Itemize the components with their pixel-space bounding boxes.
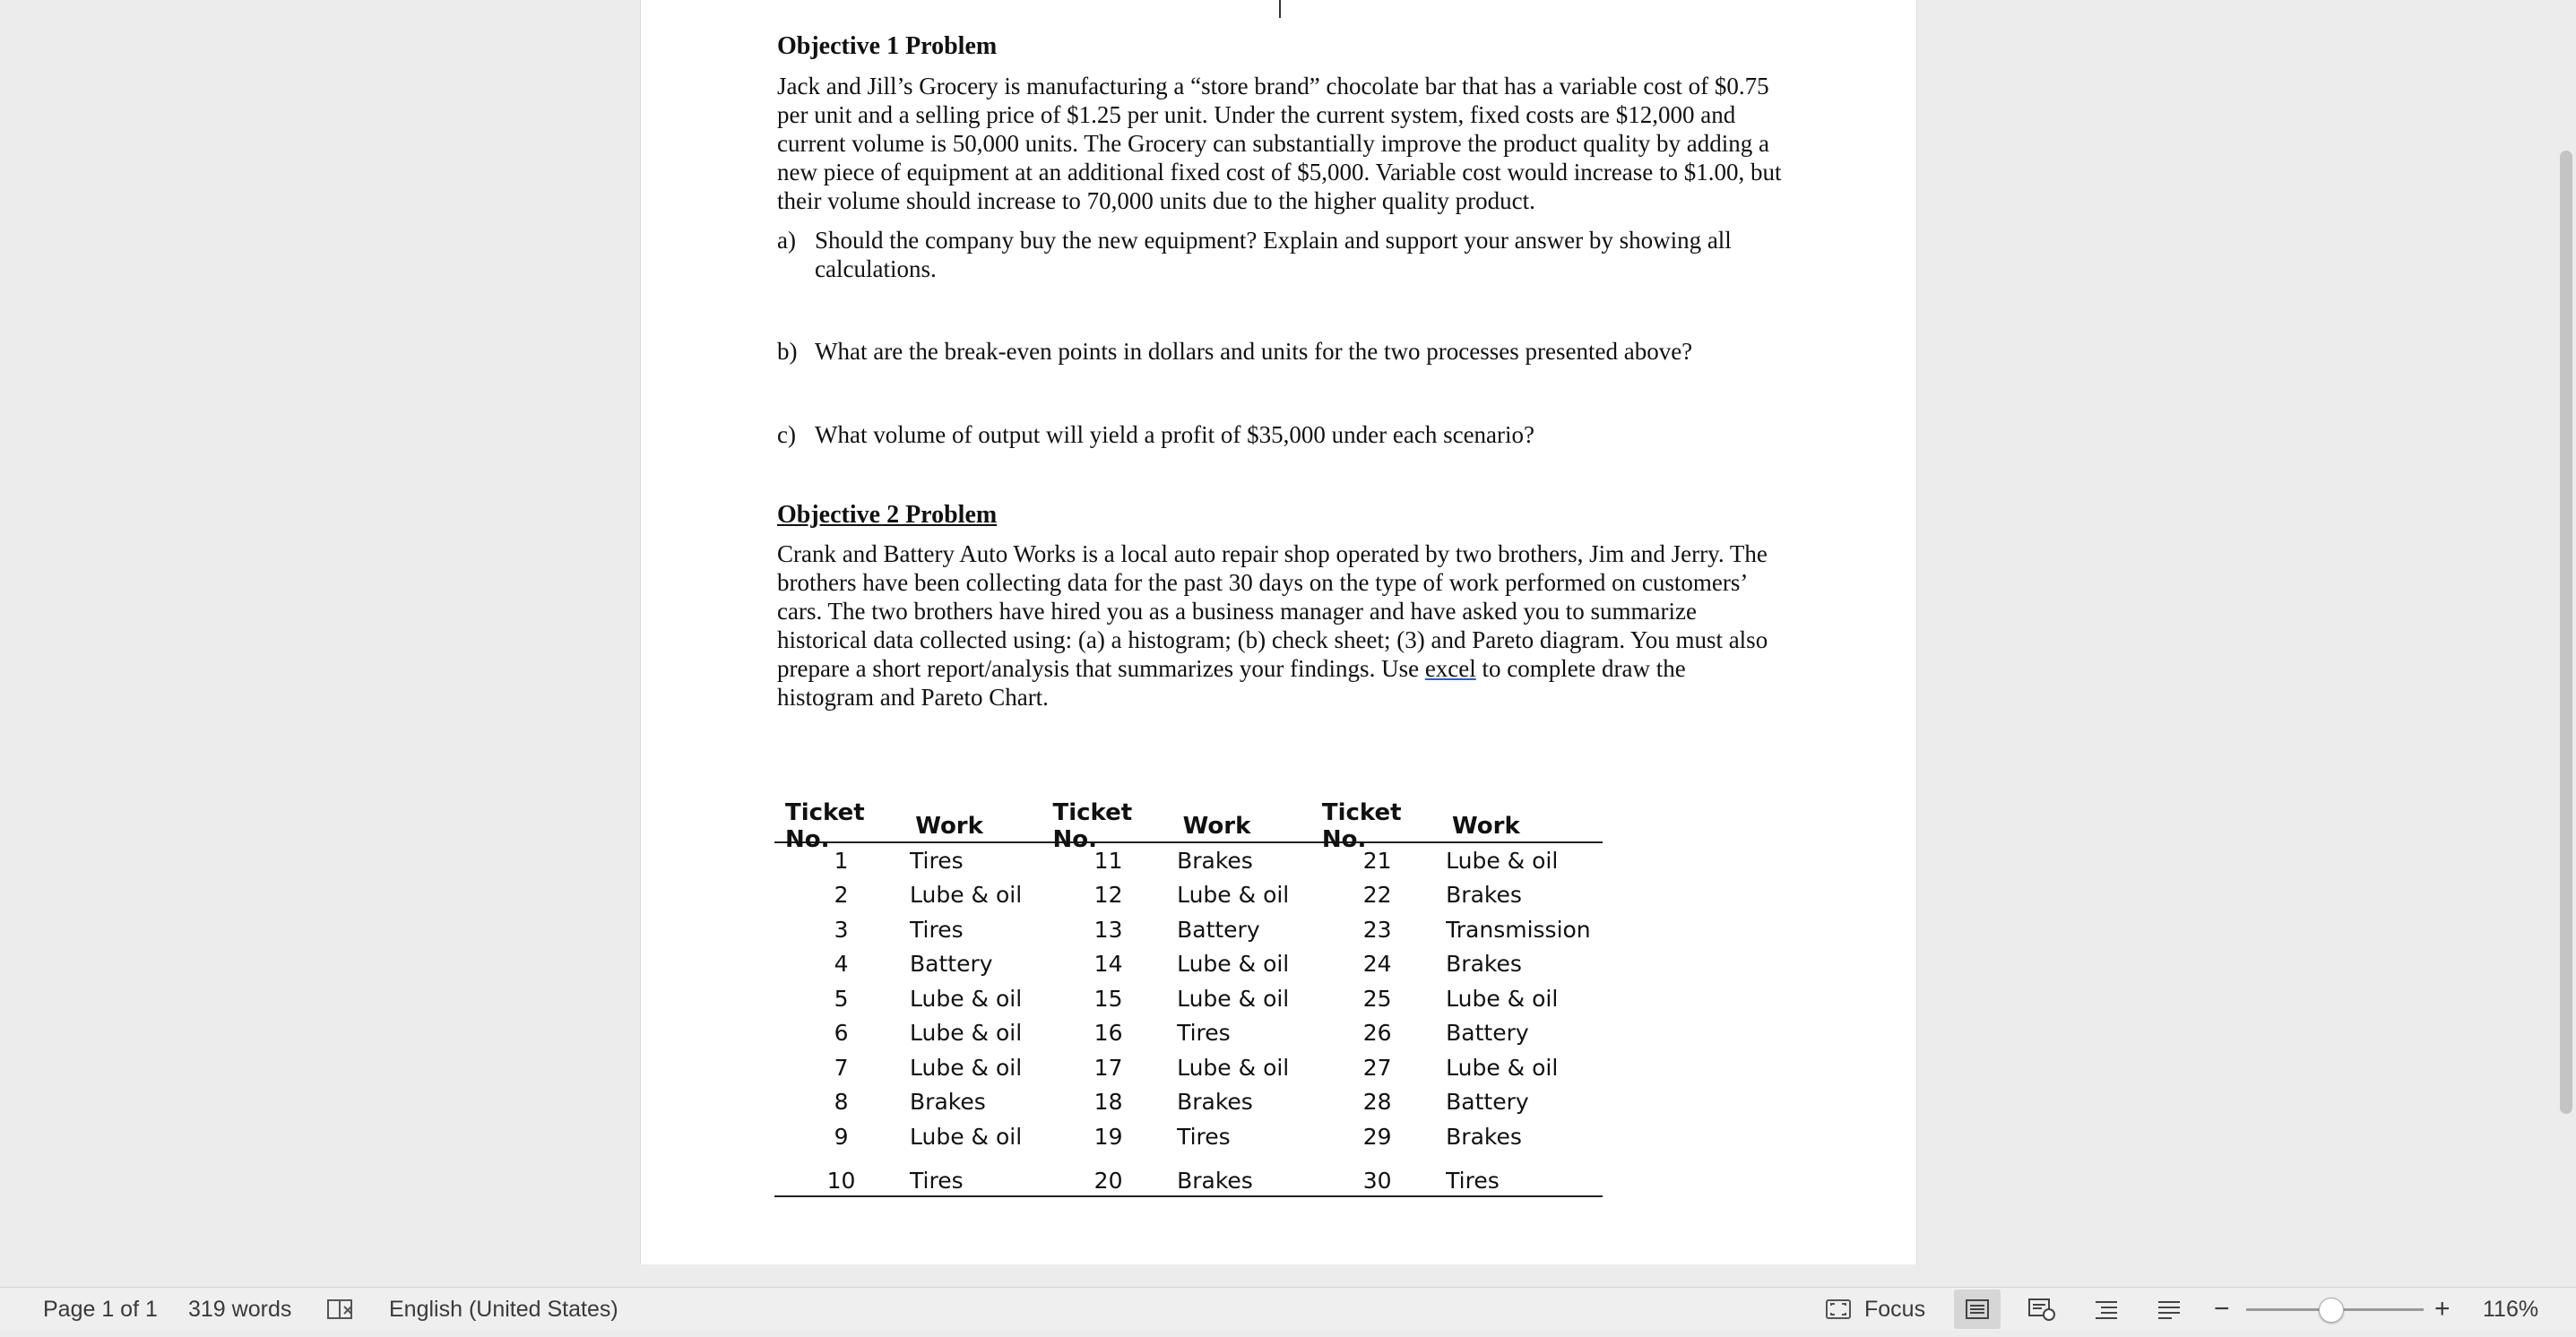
ticket-number-cell: 1 bbox=[834, 847, 849, 874]
zoom-slider-thumb[interactable] bbox=[2319, 1298, 2344, 1323]
ticket-number-cell: 3 bbox=[834, 916, 849, 943]
question-c bbox=[777, 420, 1788, 449]
work-type-cell: Brakes bbox=[1177, 847, 1253, 874]
vertical-scrollbar[interactable] bbox=[2556, 0, 2576, 1264]
ticket-number-cell: 30 bbox=[1362, 1167, 1392, 1194]
ticket-number-cell: 7 bbox=[834, 1054, 849, 1081]
table-row bbox=[774, 1050, 1603, 1085]
ticket-number-cell: 15 bbox=[1094, 985, 1123, 1012]
ticket-number-cell: 13 bbox=[1094, 916, 1123, 943]
ticket-number-cell: 16 bbox=[1094, 1020, 1123, 1047]
table-header-row bbox=[774, 799, 1603, 853]
ticket-number-cell: 23 bbox=[1362, 916, 1392, 943]
work-type-cell: Lube & oil bbox=[910, 985, 1023, 1012]
scrollbar-thumb[interactable] bbox=[2560, 151, 2572, 1114]
ticket-number-cell: 2 bbox=[834, 882, 849, 909]
word-count[interactable]: 319 words bbox=[188, 1297, 292, 1322]
objective2-paragraph-start: Crank and Battery Auto Works is a local auto repair shop operated by two brothers, Jim and Jerry. The brothers have been collecting data for the past 30 days on the type of work performed on customers’ cars. The two brothers have hired you as a business manager and have asked you to summarize historical data collected using: (a) a histogram; (b) check sheet; (3) and Pareto diagram. You must also prepare a short report/analysis that summarizes your findings. Use bbox=[777, 540, 1768, 682]
text-cursor bbox=[1279, 0, 1281, 18]
work-type-cell: Battery bbox=[1446, 1089, 1529, 1116]
work-type-cell: Tires bbox=[1177, 1020, 1231, 1047]
print-layout-view-icon[interactable] bbox=[1954, 1290, 2001, 1329]
ticket-number-cell: 19 bbox=[1094, 1123, 1123, 1150]
table-row bbox=[774, 1119, 1603, 1154]
ticket-number-cell: 12 bbox=[1094, 882, 1123, 909]
excel-spellcheck-word[interactable]: excel bbox=[1424, 655, 1476, 682]
ticket-number-cell: 6 bbox=[834, 1020, 849, 1047]
ticket-number-cell: 8 bbox=[834, 1089, 849, 1116]
proofing-icon[interactable] bbox=[326, 1288, 357, 1331]
outline-view-icon[interactable] bbox=[2083, 1290, 2130, 1329]
language-indicator[interactable]: English (United States) bbox=[389, 1297, 618, 1322]
zoom-out-button[interactable]: − bbox=[2214, 1294, 2230, 1324]
ticket-number-cell: 5 bbox=[834, 985, 849, 1012]
table-header-cell: Work bbox=[1452, 813, 1520, 840]
work-type-cell: Lube & oil bbox=[910, 882, 1023, 909]
table-row bbox=[774, 947, 1603, 982]
work-type-cell: Lube & oil bbox=[1177, 1054, 1290, 1081]
objective1-paragraph: Jack and Jill’s Grocery is manufacturing a “store brand” chocolate bar that has a variable cost of $0.75 per unit and a selling price of $1.25 per unit. Under the current system, fixed costs are $12,000 and current volume is 50,000 units. The Grocery can substantially improve the product quality by adding a new piece of equipment at an additional fixed cost of $5,000. Variable cost would increase to $1.00, but their volume should increase to 70,000 units due to the higher quality product. bbox=[777, 73, 1782, 214]
status-bar bbox=[0, 1287, 2576, 1331]
focus-icon[interactable] bbox=[1825, 1288, 1852, 1331]
table-header-cell: Ticket No. bbox=[785, 799, 865, 853]
work-type-cell: Lube & oil bbox=[1446, 985, 1559, 1012]
ticket-number-cell: 20 bbox=[1094, 1167, 1123, 1194]
table-row bbox=[774, 1154, 1603, 1195]
work-type-cell: Lube & oil bbox=[1446, 1054, 1559, 1081]
table-row bbox=[774, 843, 1603, 878]
ticket-work-table bbox=[774, 799, 1603, 1197]
work-type-cell: Lube & oil bbox=[910, 1020, 1023, 1047]
ticket-number-cell: 26 bbox=[1362, 1020, 1392, 1047]
question-a-text: Should the company buy the new equipment? Explain and support your answer by showing all calculations. bbox=[815, 227, 1732, 282]
document-content[interactable] bbox=[777, 30, 1788, 712]
objective2-paragraph-end: to complete draw the histogram and Pareto Chart. bbox=[777, 655, 1686, 711]
table-row bbox=[774, 912, 1603, 947]
work-type-cell: Lube & oil bbox=[1177, 951, 1290, 978]
work-type-cell: Battery bbox=[910, 951, 993, 978]
ticket-number-cell: 11 bbox=[1094, 847, 1123, 874]
ticket-number-cell: 10 bbox=[826, 1167, 856, 1194]
work-type-cell: Brakes bbox=[1446, 1123, 1522, 1150]
table-header-cell: Ticket No. bbox=[1052, 799, 1133, 853]
question-b-label: b) bbox=[777, 338, 798, 365]
question-c-label: c) bbox=[777, 421, 796, 448]
question-a bbox=[777, 226, 1788, 283]
work-type-cell: Brakes bbox=[1446, 882, 1522, 909]
objective2-heading: Objective 2 Problem bbox=[777, 501, 998, 529]
draft-view-icon[interactable] bbox=[2146, 1290, 2192, 1329]
work-type-cell: Tires bbox=[910, 1167, 964, 1194]
ticket-number-cell: 24 bbox=[1362, 951, 1392, 978]
ticket-number-cell: 22 bbox=[1362, 882, 1392, 909]
work-type-cell: Lube & oil bbox=[1177, 882, 1290, 909]
table-header-cell: Work bbox=[1182, 813, 1251, 840]
ticket-number-cell: 29 bbox=[1362, 1123, 1392, 1150]
objective1-heading: Objective 1 Problem bbox=[777, 32, 998, 60]
work-type-cell: Tires bbox=[1177, 1123, 1231, 1150]
ticket-number-cell: 18 bbox=[1094, 1089, 1123, 1116]
work-type-cell: Tires bbox=[1446, 1167, 1500, 1194]
table-header-cell: Ticket No. bbox=[1321, 799, 1402, 853]
work-type-cell: Brakes bbox=[1177, 1167, 1253, 1194]
ticket-number-cell: 4 bbox=[834, 951, 849, 978]
question-b-text: What are the break-even points in dollars and units for the two processes presented above? bbox=[815, 338, 1693, 365]
work-type-cell: Battery bbox=[1177, 916, 1260, 943]
question-c-text: What volume of output will yield a profit of $35,000 under each scenario? bbox=[815, 421, 1535, 448]
ticket-number-cell: 27 bbox=[1362, 1054, 1392, 1081]
ticket-number-cell: 14 bbox=[1094, 951, 1123, 978]
ticket-number-cell: 25 bbox=[1362, 985, 1392, 1012]
ticket-number-cell: 28 bbox=[1362, 1089, 1392, 1116]
web-layout-view-icon[interactable] bbox=[2018, 1290, 2065, 1329]
ticket-number-cell: 21 bbox=[1362, 847, 1392, 874]
page-count[interactable]: Page 1 of 1 bbox=[43, 1297, 158, 1322]
table-row bbox=[774, 1085, 1603, 1120]
table-bottom-rule bbox=[774, 1195, 1603, 1197]
work-type-cell: Lube & oil bbox=[910, 1054, 1023, 1081]
table-row bbox=[774, 981, 1603, 1016]
work-type-cell: Lube & oil bbox=[910, 1123, 1023, 1150]
table-header-cell: Work bbox=[915, 813, 983, 840]
statusbar-spacer bbox=[0, 1264, 2576, 1287]
zoom-level[interactable]: 116% bbox=[2483, 1297, 2539, 1322]
zoom-in-button[interactable]: + bbox=[2434, 1294, 2451, 1324]
work-type-cell: Lube & oil bbox=[1446, 847, 1559, 874]
focus-button[interactable]: Focus bbox=[1864, 1297, 1926, 1322]
table-row bbox=[774, 878, 1603, 913]
work-type-cell: Brakes bbox=[1177, 1089, 1253, 1116]
objective2-paragraph bbox=[777, 539, 1788, 712]
work-type-cell: Lube & oil bbox=[1177, 985, 1290, 1012]
work-type-cell: Tires bbox=[910, 847, 964, 874]
ticket-number-cell: 9 bbox=[834, 1123, 849, 1150]
work-type-cell: Tires bbox=[910, 916, 964, 943]
ticket-number-cell: 17 bbox=[1094, 1054, 1123, 1081]
question-a-label: a) bbox=[777, 227, 796, 254]
work-type-cell: Battery bbox=[1446, 1020, 1529, 1047]
question-b bbox=[777, 337, 1788, 366]
work-type-cell: Brakes bbox=[910, 1089, 986, 1116]
work-type-cell: Brakes bbox=[1446, 951, 1522, 978]
table-row bbox=[774, 1016, 1603, 1051]
work-type-cell: Transmission bbox=[1446, 916, 1591, 943]
